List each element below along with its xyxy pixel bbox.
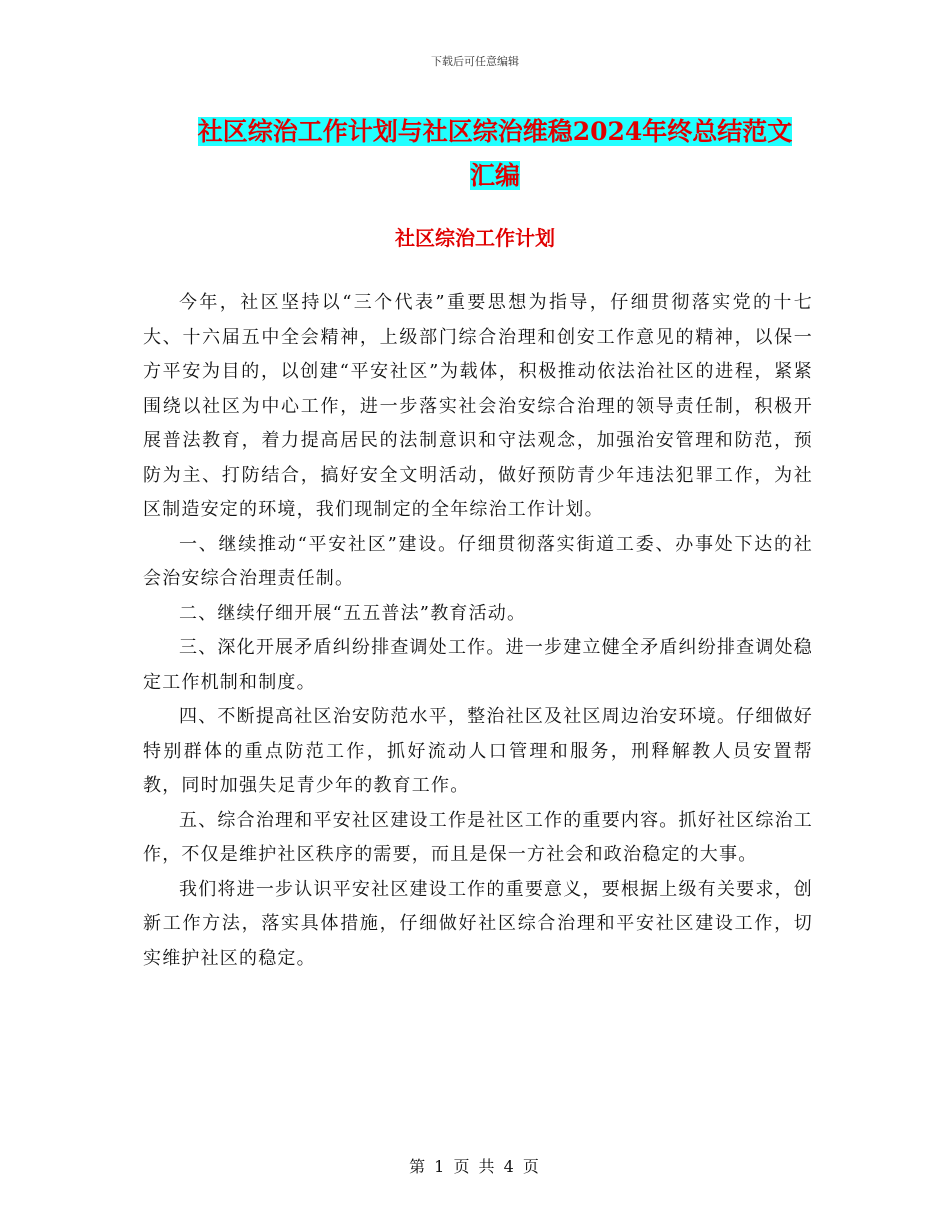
document-title bbox=[150, 110, 840, 198]
paragraph-item-1: 一、继续推动“平安社区”建设。仔细贯彻落实街道工委、办事处下达的社会治安综合治理责任制。 bbox=[143, 533, 813, 589]
document-title-line-1: 社区综治工作计划与社区综治维稳2024年终总结范文 bbox=[197, 117, 793, 146]
document-title-line-2: 汇编 bbox=[469, 161, 520, 190]
document-body bbox=[143, 286, 813, 976]
paragraph-intro: 今年，社区坚持以“三个代表”重要思想为指导，仔细贯彻落实党的十七大、十六届五中全会精神，上级部门综合治理和创安工作意见的精神，以保一方平安为目的，以创建“平安社区”为载体，积极推动依法治社区的进程，紧紧围绕以社区为中心工作，进一步落实社会治安综合治理的领导责任制，积极开展普法教育，着力提高居民的法制意识和守法观念，加强治安管理和防范，预防为主、打防结合，搞好安全文明活动，做好预防青少年违法犯罪工作，为社区制造安定的环境，我们现制定的全年综治工作计划。 bbox=[143, 292, 813, 520]
paragraph-item-5: 五、综合治理和平安社区建设工作是社区工作的重要内容。抓好社区综治工作，不仅是维护社区秩序的需要，而且是保一方社会和政治稳定的大事。 bbox=[143, 809, 813, 865]
paragraph-item-3: 三、深化开展矛盾纠纷排查调处工作。进一步建立健全矛盾纠纷排查调处稳定工作机制和制度。 bbox=[143, 637, 813, 693]
header-note: 下载后可任意编辑 bbox=[431, 55, 519, 68]
section-title: 社区综治工作计划 bbox=[395, 226, 555, 250]
page-number-footer: 第 1 页 共 4 页 bbox=[409, 1157, 541, 1176]
paragraph-closing: 我们将进一步认识平安社区建设工作的重要意义，要根据上级有关要求，创新工作方法，落实具体措施，仔细做好社区综合治理和平安社区建设工作，切实维护社区的稳定。 bbox=[143, 878, 813, 969]
paragraph-item-4: 四、不断提高社区治安防范水平，整治社区及社区周边治安环境。仔细做好特别群体的重点防范工作，抓好流动人口管理和服务，刑释解教人员安置帮教，同时加强失足青少年的教育工作。 bbox=[143, 706, 813, 796]
paragraph-item-2: 二、继续仔细开展“五五普法”教育活动。 bbox=[179, 602, 527, 624]
